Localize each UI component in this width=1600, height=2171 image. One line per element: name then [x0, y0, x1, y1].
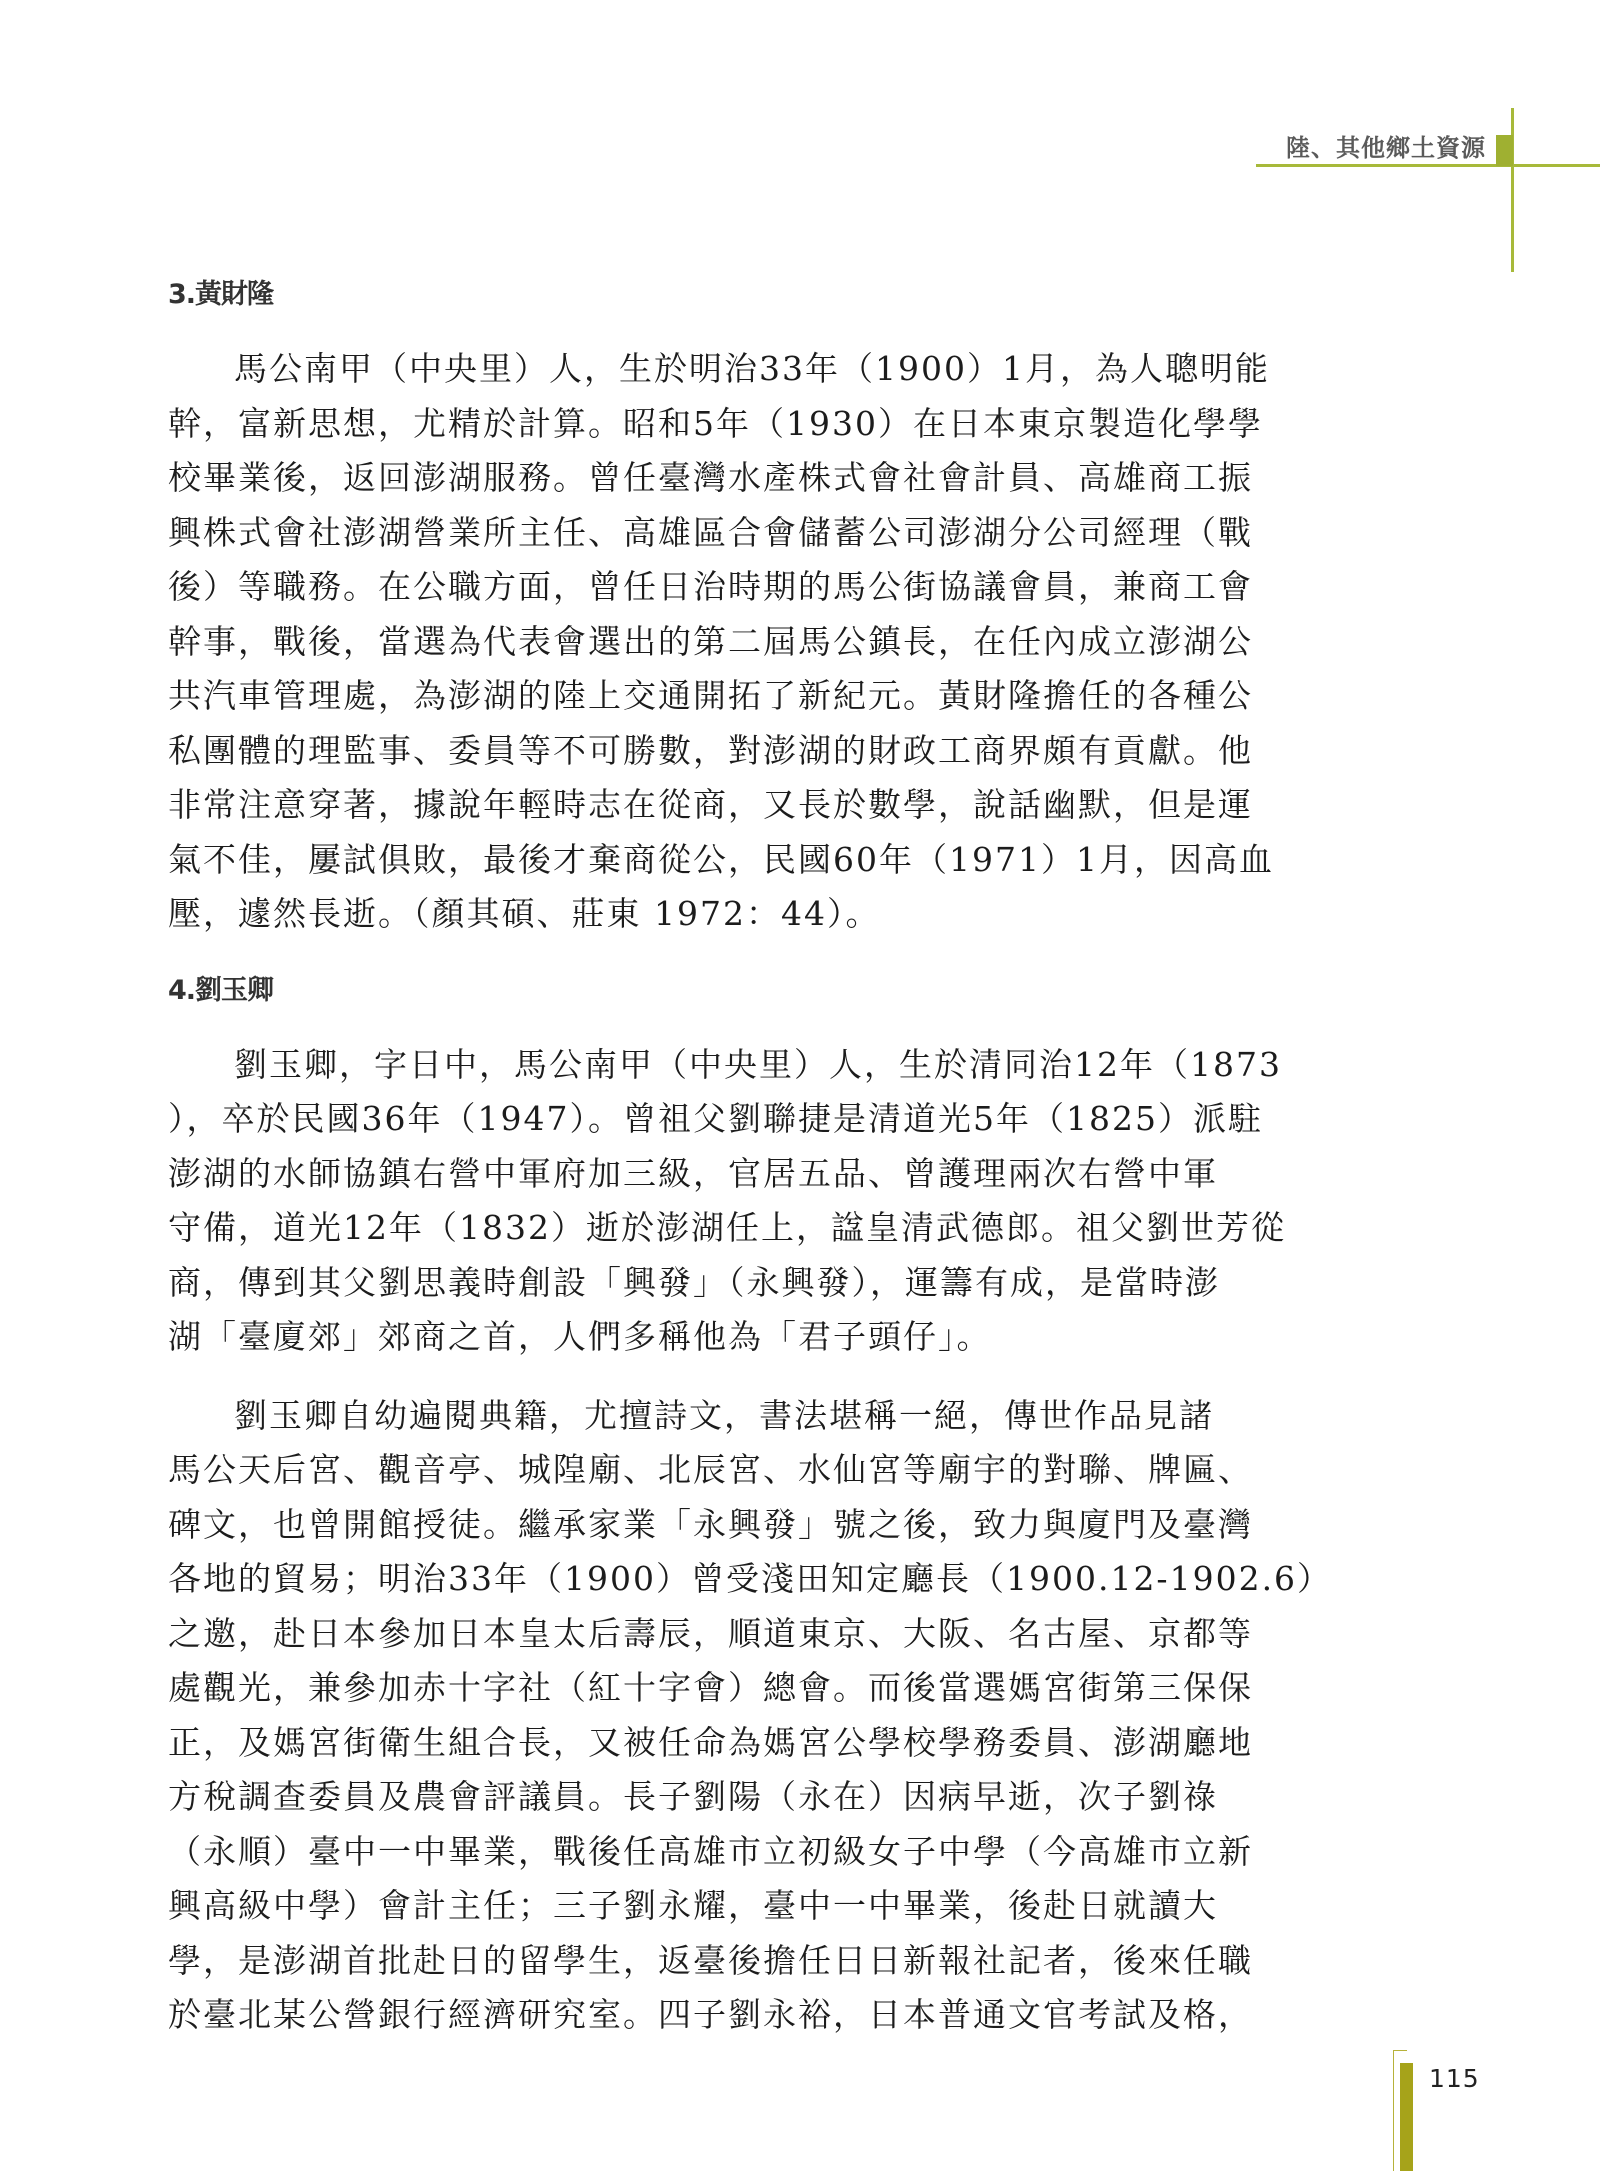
paragraph — [168, 1038, 1422, 1365]
section-huang-cai-long — [168, 270, 1422, 942]
paragraph — [168, 1389, 1422, 2043]
text-line: 校畢業後，返回澎湖服務。曾任臺灣水產株式會社會計員、高雄商工振 — [168, 458, 1253, 497]
page-body — [168, 270, 1422, 2043]
page-number: 115 — [1429, 2064, 1480, 2093]
text-line: 馬公南甲（中央里）人，生於明治33年（1900）1月，為人聰明能 — [234, 349, 1270, 388]
text-line: 於臺北某公營銀行經濟研究室。四子劉永裕，日本普通文官考試及格， — [168, 1995, 1253, 2034]
text-line: 馬公天后宮、觀音亭、城隍廟、北辰宮、水仙宮等廟宇的對聯、牌匾、 — [168, 1450, 1253, 1489]
header-rule-vertical — [1511, 108, 1514, 272]
text-line: 幹事，戰後，當選為代表會選出的第二屆馬公鎮長，在任內成立澎湖公 — [168, 621, 1253, 661]
page-number-accent-bar — [1400, 2063, 1413, 2171]
text-line: 興高級中學）會計主任；三子劉永耀，臺中一中畢業，後赴日就讀大 — [168, 1886, 1218, 1925]
text-line: 劉玉卿，字日中，馬公南甲（中央里）人，生於清同治12年（1873 — [234, 1044, 1282, 1084]
running-header-chapter-title: 陸、其他鄉土資源 — [1286, 133, 1486, 162]
text-line: 各地的貿易；明治33年（1900）曾受淺田知定廳長（1900.12-1902.6） — [168, 1559, 1333, 1598]
text-line: 劉玉卿自幼遍閱典籍，尤擅詩文，書法堪稱一絕，傳世作品見諸 — [234, 1395, 1214, 1435]
text-line: 正，及媽宮街衛生組合長，又被任命為媽宮公學校學務委員、澎湖廳地 — [168, 1722, 1253, 1762]
text-line: 澎湖的水師協鎮右營中軍府加三級，官居五品、曾護理兩次右營中軍 — [168, 1153, 1218, 1193]
header-rule-horizontal — [1256, 164, 1600, 167]
text-line: 後）等職務。在公職方面，曾任日治時期的馬公街協議會員，兼商工會 — [168, 567, 1253, 606]
text-line: 私團體的理監事、委員等不可勝數，對澎湖的財政工商界頗有貢獻。他 — [168, 730, 1253, 770]
text-line: 方稅調查委員及農會評議員。長子劉陽（永在）因病早逝，次子劉祿 — [168, 1777, 1218, 1816]
text-line: （永順）臺中一中畢業，戰後任高雄市立初級女子中學（今高雄市立新 — [168, 1831, 1253, 1871]
text-line: 學，是澎湖首批赴日的留學生，返臺後擔任日日新報社記者，後來任職 — [168, 1940, 1253, 1980]
text-line: 湖「臺廈郊」郊商之首，人們多稱他為「君子頭仔」。 — [168, 1317, 992, 1356]
text-line: 幹，富新思想，尤精於計算。昭和5年（1930）在日本東京製造化學學 — [168, 403, 1263, 443]
text-line: 壓，遽然長逝。（顏其碩、莊東 1972：44）。 — [168, 894, 881, 933]
text-line: 共汽車管理處，為澎湖的陸上交通開拓了新紀元。黃財隆擔任的各種公 — [168, 676, 1253, 715]
section-heading: 4.劉玉卿 — [168, 974, 274, 1006]
header-accent-block — [1496, 135, 1513, 166]
section-liu-yu-qing — [168, 966, 1422, 2043]
text-line: 非常注意穿著，據說年輕時志在從商，又長於數學，說話幽默，但是運 — [168, 785, 1253, 824]
text-line: 處觀光，兼參加赤十字社（紅十字會）總會。而後當選媽宮街第三保保 — [168, 1668, 1253, 1707]
text-line: 商，傳到其父劉思義時創設「興發」（永興發），運籌有成，是當時澎 — [168, 1262, 1220, 1302]
text-line: ），卒於民國36年（1947）。曾祖父劉聯捷是清道光5年（1825）派駐 — [168, 1099, 1263, 1138]
text-line: 氣不佳，屢試俱敗，最後才棄商從公，民國60年（1971）1月，因高血 — [168, 839, 1274, 879]
text-line: 碑文，也曾開館授徒。繼承家業「永興發」號之後，致力與廈門及臺灣 — [168, 1504, 1253, 1544]
text-line: 之邀，赴日本參加日本皇太后壽辰，順道東京、大阪、名古屋、京都等 — [168, 1613, 1253, 1653]
text-line: 守備，道光12年（1832）逝於澎湖任上，諡皇清武德郎。祖父劉世芳從 — [168, 1208, 1286, 1247]
paragraph — [168, 342, 1422, 942]
text-line: 興株式會社澎湖營業所主任、高雄區合會儲蓄公司澎湖分公司經理（戰 — [168, 512, 1253, 552]
section-heading: 3.黃財隆 — [168, 279, 274, 310]
